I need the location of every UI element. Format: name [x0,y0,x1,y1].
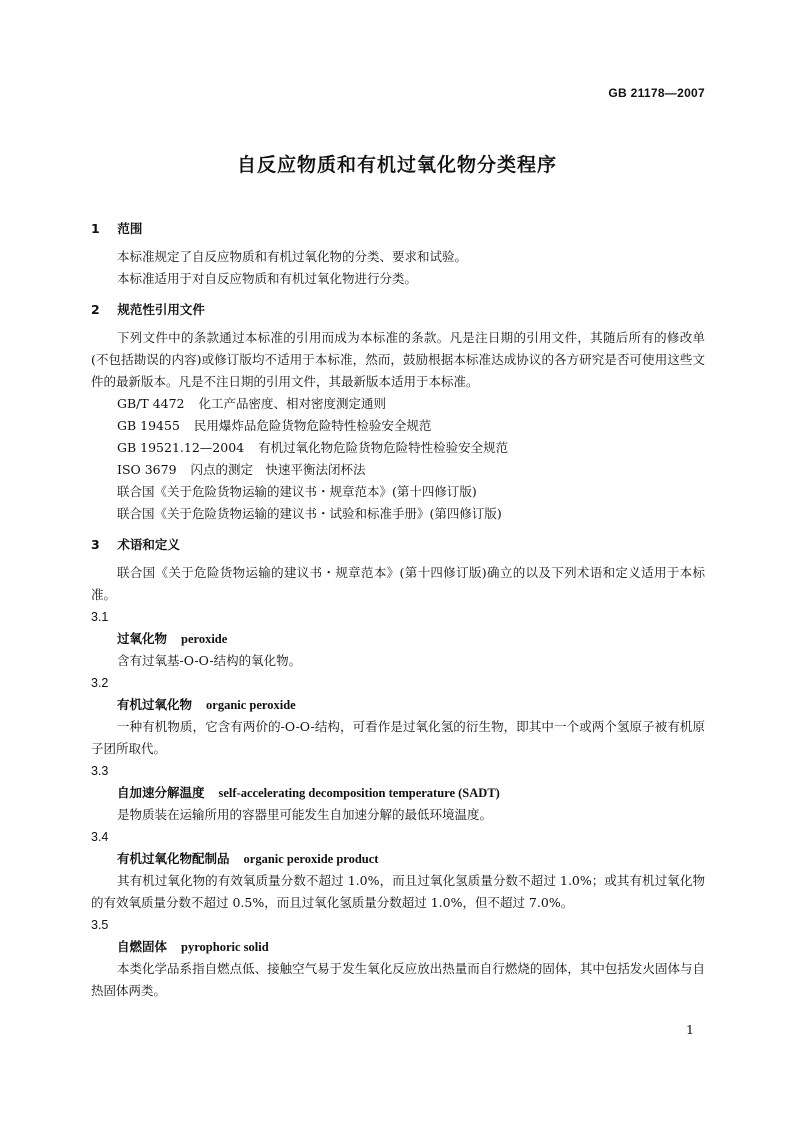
section-heading-normative-references [91,299,705,321]
reference-item [91,415,705,437]
term-definition: 本类化学品系指自燃点低、接触空气易于发生氧化反应放出热量而自行燃烧的固体，其中包括发火固体与自热固体两类。 [91,961,705,998]
reference-item [91,437,705,459]
term-definition: 是物质装在运输所用的容器里可能发生自加速分解的最低环境温度。 [117,807,493,822]
term-name-en: peroxide [181,632,228,646]
term-number: 3.4 [91,830,109,844]
section-title: 术语和定义 [117,537,180,552]
standard-number: GB 21178—2007 [608,86,705,100]
reference-title: 闪点的测定 快速平衡法闭杯法 [190,462,366,477]
term-name [91,848,705,870]
section-number: 2 [91,302,100,317]
paragraph: 本标准适用于对自反应物质和有机过氧化物进行分类。 [117,271,418,286]
document-body [91,218,705,1002]
section-title: 范围 [117,221,143,236]
term-number: 3.3 [91,764,109,778]
reference-item [91,393,705,415]
term-name-cn: 有机过氧化物配制品 [117,851,230,866]
term-name-cn: 自燃固体 [117,939,168,954]
term-name [91,782,705,804]
section-heading-scope [91,218,705,240]
term-name [91,694,705,716]
paragraph: 下列文件中的条款通过本标准的引用而成为本标准的条款。凡是注日期的引用文件，其随后所有的修改单(不包括勘误的内容)或修订版均不适用于本标准，然而，鼓励根据本标准达成协议的各方研究是否可使用这些文件的最新版本。凡是不注日期的引用文件，其最新版本适用于本标准。 [91,330,705,389]
term-name-en: pyrophoric solid [181,940,269,954]
term-name-en: self-accelerating decomposition temperature (SADT) [218,786,500,800]
document-title: 自反应物质和有机过氧化物分类程序 [236,154,557,176]
reference-title: 化工产品密度、相对密度测定通则 [198,396,387,411]
section-heading-terms [91,534,705,556]
reference-item [91,459,705,481]
term-name [91,936,705,958]
term-name-cn: 过氧化物 [117,631,168,646]
term-name-en: organic peroxide product [243,852,379,866]
reference-title: 联合国《关于危险货物运输的建议书・规章范本》(第十四修订版) [117,484,477,499]
reference-code: GB 19455 [117,418,180,433]
term-name-en: organic peroxide [206,698,296,712]
term-number: 3.2 [91,676,109,690]
term-name-cn: 有机过氧化物 [117,697,193,712]
reference-item [91,481,705,503]
term-number: 3.1 [91,610,109,624]
paragraph: 本标准规定了自反应物质和有机过氧化物的分类、要求和试验。 [117,249,468,264]
section-title: 规范性引用文件 [117,302,205,317]
reference-title: 有机过氧化物危险货物危险特性检验安全规范 [258,440,509,455]
reference-title: 联合国《关于危险货物运输的建议书・试验和标准手册》(第四修订版) [117,506,502,521]
page-number: 1 [686,1022,694,1037]
reference-code: GB/T 4472 [117,396,185,411]
reference-title: 民用爆炸品危险货物危险特性检验安全规范 [193,418,432,433]
reference-code: ISO 3679 [117,462,177,477]
term-name-cn: 自加速分解温度 [117,785,205,800]
term-definition: 其有机过氧化物的有效氧质量分数不超过 1.0%，而且过氧化氢质量分数不超过 1.0%；或其有机过氧化物的有效氧质量分数不超过 0.5%，而且过氧化氢质量分数超过 1.0%，但不超过 7.0%。 [91,873,705,910]
section-number: 1 [91,221,100,236]
term-number: 3.5 [91,918,109,932]
reference-code: GB 19521.12—2004 [117,440,245,455]
term-name [91,628,705,650]
reference-item [91,503,705,525]
section-number: 3 [91,537,100,552]
paragraph: 联合国《关于危险货物运输的建议书・规章范本》(第十四修订版)确立的以及下列术语和定义适用于本标准。 [91,565,705,602]
term-definition: 含有过氧基-O-O-结构的氧化物。 [117,653,302,668]
term-definition: 一种有机物质，它含有两价的-O-O-结构，可看作是过氧化氢的衍生物，即其中一个或两个氢原子被有机原子团所取代。 [91,719,705,756]
